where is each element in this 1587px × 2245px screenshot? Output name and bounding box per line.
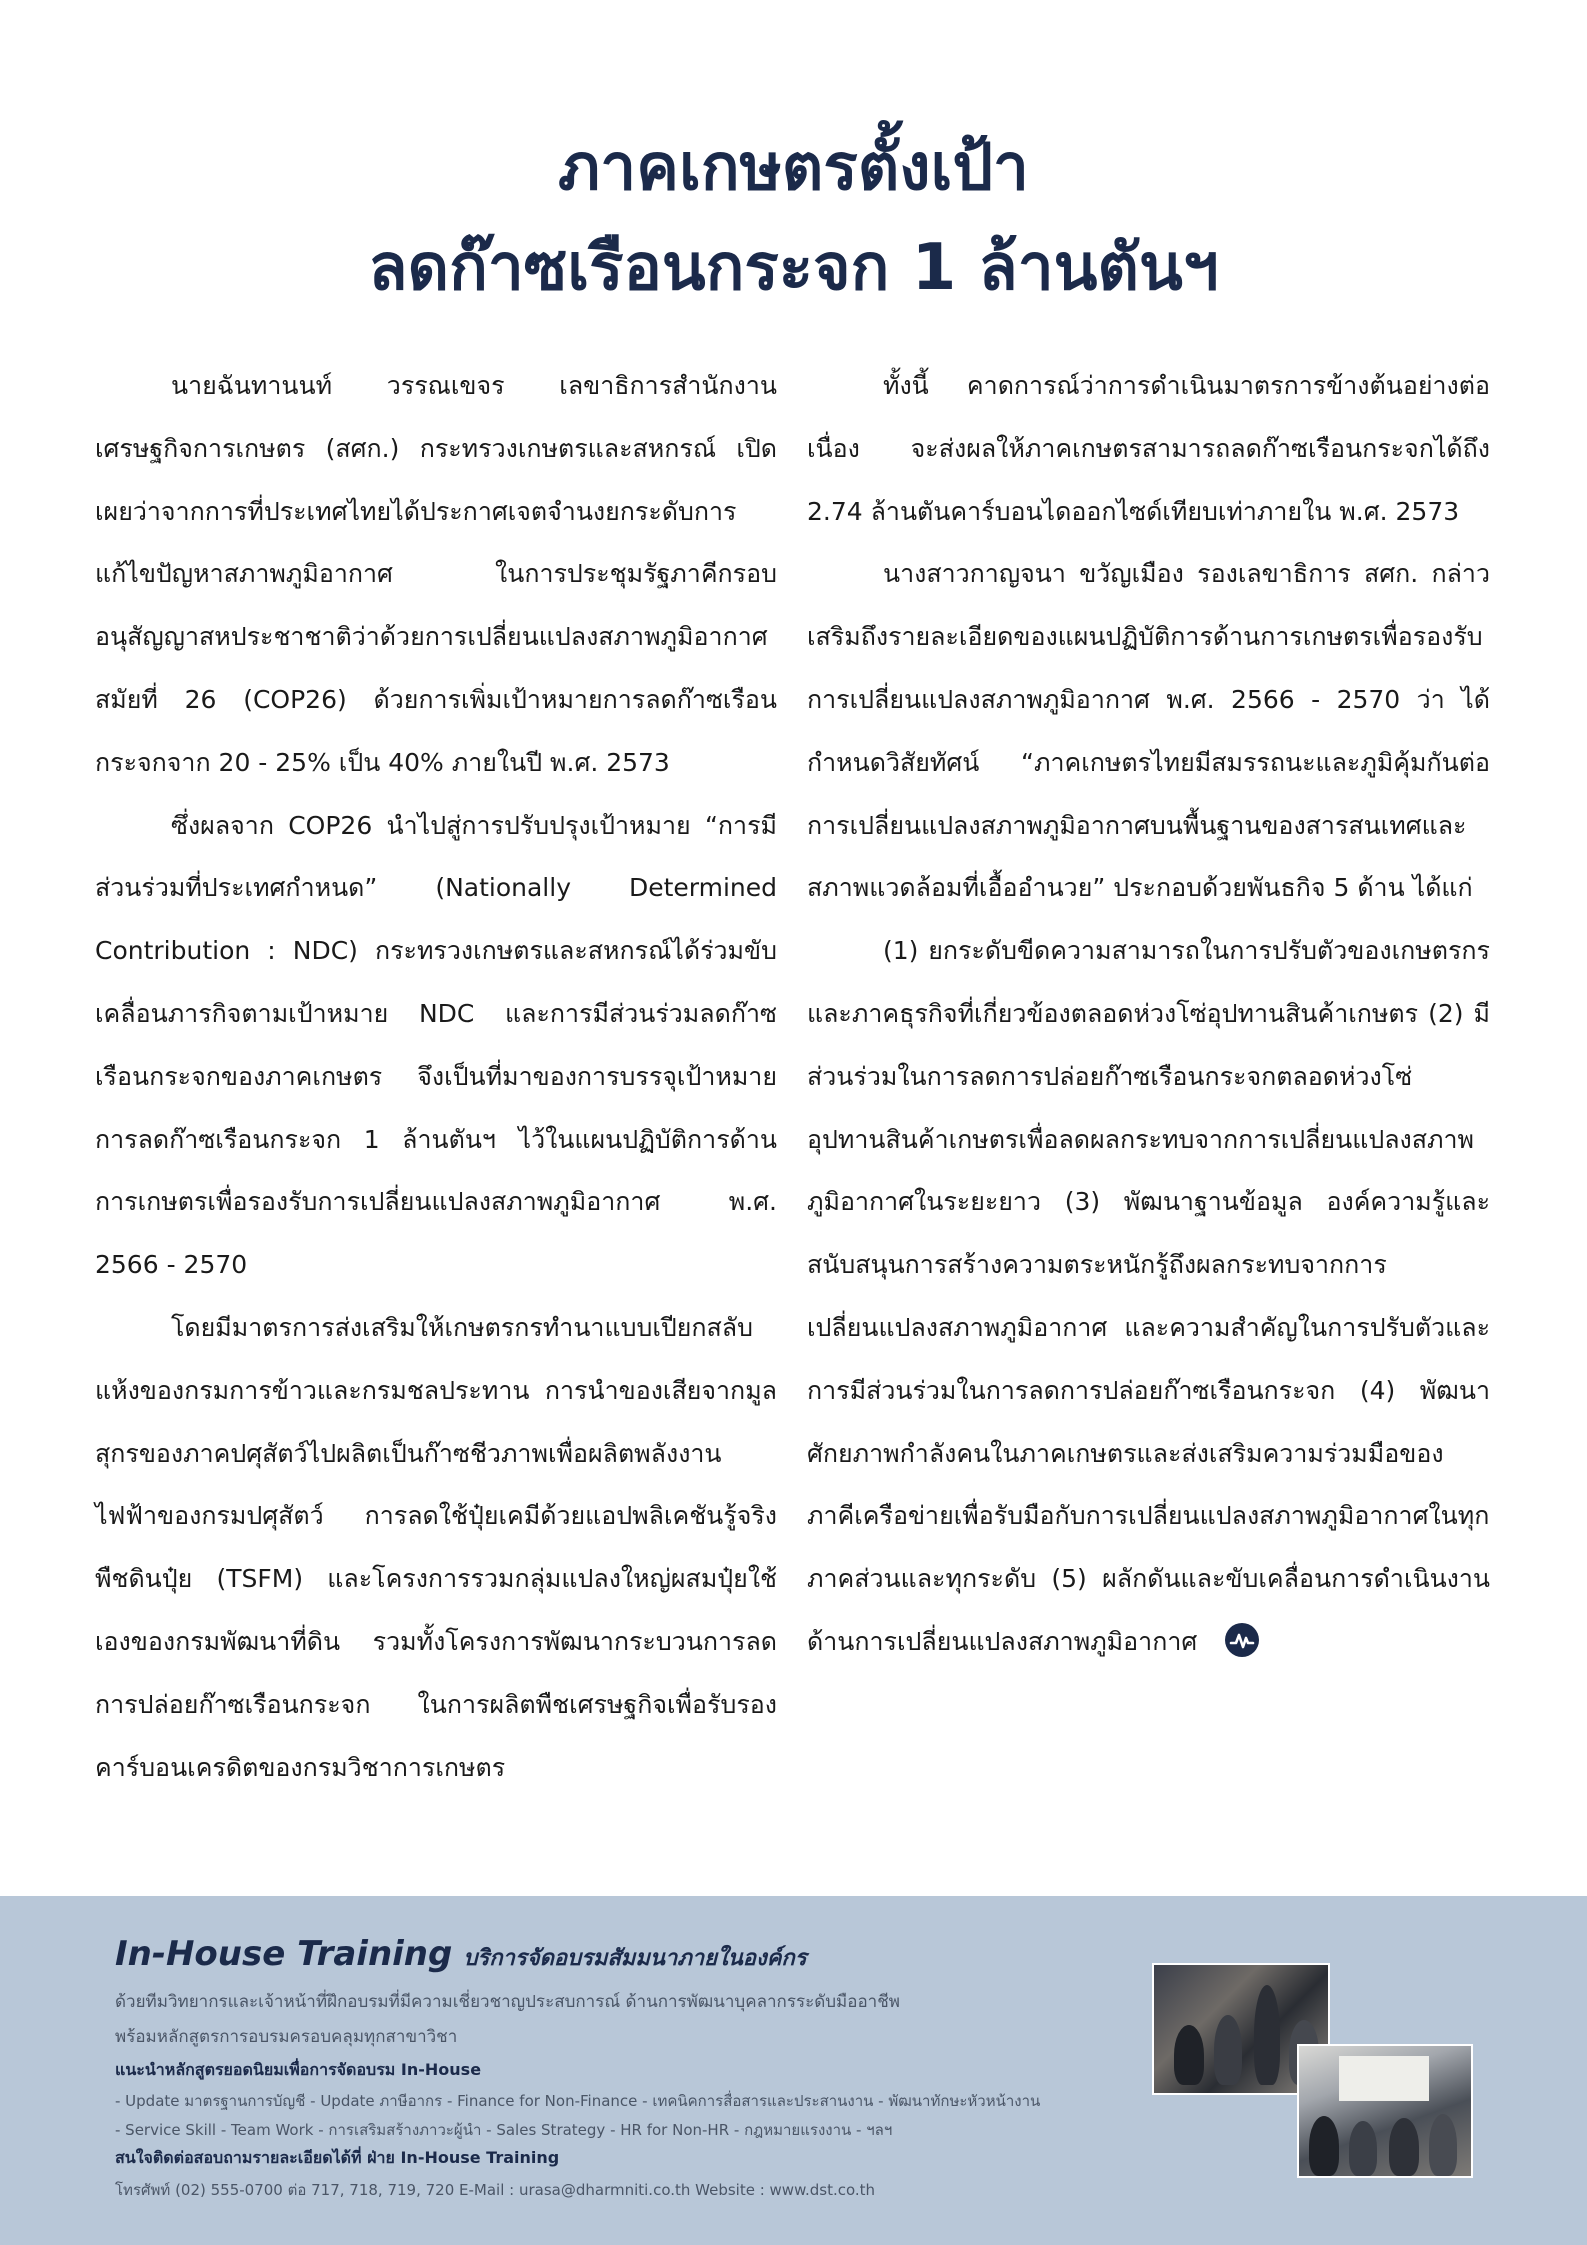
footer-contact-line: โทรศัพท์ (02) 555-0700 ต่อ 717, 718, 719, 720 E-Mail : urasa@dharmniti.co.th Website : www.dst.co.th bbox=[115, 2181, 876, 2199]
right-column bbox=[807, 355, 1490, 1674]
paragraph: นายฉันทานนท์ วรรณเขจร เลขาธิการสำนักงานเศรษฐกิจการเกษตร (สศก.) กระทรวงเกษตรและสหกรณ์ เปิดเผยว่าจากการที่ประเทศไทยได้ประกาศเจตจำนงยกระดับการแก้ไขปัญหาสภาพภูมิอากาศ ในการประชุมรัฐภาคีกรอบอนุสัญญาสหประชาชาติว่าด้วยการเปลี่ยนแปลงสภาพภูมิอากาศ สมัยที่ 26 (COP26) ด้วยการเพิ่มเป้าหมายการลดก๊าซเรือนกระจกจาก 20 - 25% เป็น 40% ภายในปี พ.ศ. 2573 bbox=[95, 371, 777, 777]
title-line-2: ลดก๊าซเรือนกระจก 1 ล้านตันฯ bbox=[368, 231, 1219, 305]
paragraph: ทั้งนี้ คาดการณ์ว่าการดำเนินมาตรการข้างต้นอย่างต่อเนื่อง จะส่งผลให้ภาคเกษตรสามารถลดก๊าซเรือนกระจกได้ถึง 2.74 ล้านตันคาร์บอนไดออกไซด์เทียบเท่าภายใน พ.ศ. 2573 bbox=[807, 371, 1490, 526]
footer-courses-line-1: - Update มาตรฐานการบัญชี - Update ภาษีอากร - Finance for Non-Finance - เทคนิคการสื่อสารและประสานงาน - พัฒนาทักษะหัวหน้างาน bbox=[115, 2092, 1041, 2110]
publication-logo-icon bbox=[1225, 1623, 1259, 1657]
footer-courses-line-2: - Service Skill - Team Work - การเสริมสร้างภาวะผู้นำ - Sales Strategy - HR for Non-HR - กฎหมายแรงงาน - ฯลฯ bbox=[115, 2121, 893, 2139]
footer-title bbox=[115, 1934, 807, 1975]
footer-line-1: ด้วยทีมวิทยากรและเจ้าหน้าที่ฝึกอบรมที่มีความเชี่ยวชาญประสบการณ์ ด้านการพัฒนาบุคลากรระดับมืออาชีพ bbox=[115, 1992, 900, 2012]
article-title bbox=[0, 118, 1587, 318]
title-line-1: ภาคเกษตรตั้งเป้า bbox=[558, 131, 1029, 205]
left-column bbox=[95, 355, 777, 1799]
paragraph: ซึ่งผลจาก COP26 นำไปสู่การปรับปรุงเป้าหมาย “การมีส่วนร่วมที่ประเทศกำหนด” (Nationally Determined Contribution : NDC) กระทรวงเกษตรและสหกรณ์ได้ร่วมขับเคลื่อนภารกิจตามเป้าหมาย NDC และการมีส่วนร่วมลดก๊าซเรือนกระจกของภาคเกษตร จึงเป็นที่มาของการบรรจุเป้าหมายการลดก๊าซเรือนกระจก 1 ล้านตันฯ ไว้ในแผนปฏิบัติการด้านการเกษตรเพื่อรองรับการเปลี่ยนแปลงสภาพภูมิอากาศ พ.ศ. 2566 - 2570 bbox=[95, 810, 777, 1280]
footer-ad bbox=[0, 1896, 1587, 2245]
footer-courses-heading: แนะนำหลักสูตรยอดนิยมเพื่อการจัดอบรม In-House bbox=[115, 2060, 482, 2079]
footer-contact-heading: สนใจติดต่อสอบถามรายละเอียดได้ที่ ฝ่าย In-House Training bbox=[115, 2148, 560, 2167]
mission-text: (1) ยกระดับขีดความสามารถในการปรับตัวของเกษตรกรและภาคธุรกิจที่เกี่ยวข้องตลอดห่วงโซ่อุปทานสินค้าเกษตร (2) มีส่วนร่วมในการลดการปล่อยก๊าซเรือนกระจกตลอดห่วงโซ่อุปทานสินค้าเกษตรเพื่อลดผลกระทบจากการเปลี่ยนแปลงสภาพภูมิอากาศในระยะยาว (3) พัฒนาฐานข้อมูล องค์ความรู้และสนับสนุนการสร้างความตระหนักรู้ถึงผลกระทบจากการเปลี่ยนแปลงสภาพภูมิอากาศ และความสำคัญในการปรับตัวและการมีส่วนร่วมในการลดการปล่อยก๊าซเรือนกระจก (4) พัฒนาศักยภาพกำลังคนในภาคเกษตรและส่งเสริมความร่วมมือของภาคีเครือข่ายเพื่อรับมือกับการเปลี่ยนแปลงสภาพภูมิอากาศในทุกภาคส่วนและทุกระดับ (5) ผลักดันและขับเคลื่อนการดำเนินงานด้านการเปลี่ยนแปลงสภาพภูมิอากาศ bbox=[807, 936, 1490, 1656]
paragraph: นางสาวกาญจนา ขวัญเมือง รองเลขาธิการ สศก. กล่าวเสริมถึงรายละเอียดของแผนปฏิบัติการด้านการเกษตรเพื่อรองรับการเปลี่ยนแปลงสภาพภูมิอากาศ พ.ศ. 2566 - 2570 ว่า ได้กำหนดวิสัยทัศน์ “ภาคเกษตรไทยมีสมรรถนะและภูมิคุ้มกันต่อการเปลี่ยนแปลงสภาพภูมิอากาศบนพื้นฐานของสารสนเทศและสภาพแวดล้อมที่เอื้ออำนวย” ประกอบด้วยพันธกิจ 5 ด้าน ได้แก่ bbox=[807, 559, 1490, 903]
paragraph: โดยมีมาตรการส่งเสริมให้เกษตรกรทำนาแบบเปียกสลับแห้งของกรมการข้าวและกรมชลประทาน การนำของเสียจากมูลสุกรของภาคปศุสัตว์ไปผลิตเป็นก๊าซชีวภาพเพื่อผลิตพลังงานไฟฟ้าของกรมปศุสัตว์ การลดใช้ปุ๋ยเคมีด้วยแอปพลิเคชันรู้จริงพืชดินปุ๋ย (TSFM) และโครงการรวมกลุ่มแปลงใหญ่ผสมปุ๋ยใช้เองของกรมพัฒนาที่ดิน รวมทั้งโครงการพัฒนากระบวนการลดการปล่อยก๊าซเรือนกระจก ในการผลิตพืชเศรษฐกิจเพื่อรับรองคาร์บอนเครดิตของกรมวิชาการเกษตร bbox=[95, 1312, 777, 1782]
footer-title-main: In-House Training bbox=[115, 1934, 453, 1974]
training-photo-2 bbox=[1297, 2044, 1473, 2178]
footer-title-sub: บริการจัดอบรมสัมมนาภายในองค์กร bbox=[463, 1946, 807, 1971]
paragraph-missions bbox=[807, 920, 1490, 1674]
footer-line-2: พร้อมหลักสูตรการอบรมครอบคลุมทุกสาขาวิชา bbox=[115, 2027, 458, 2047]
